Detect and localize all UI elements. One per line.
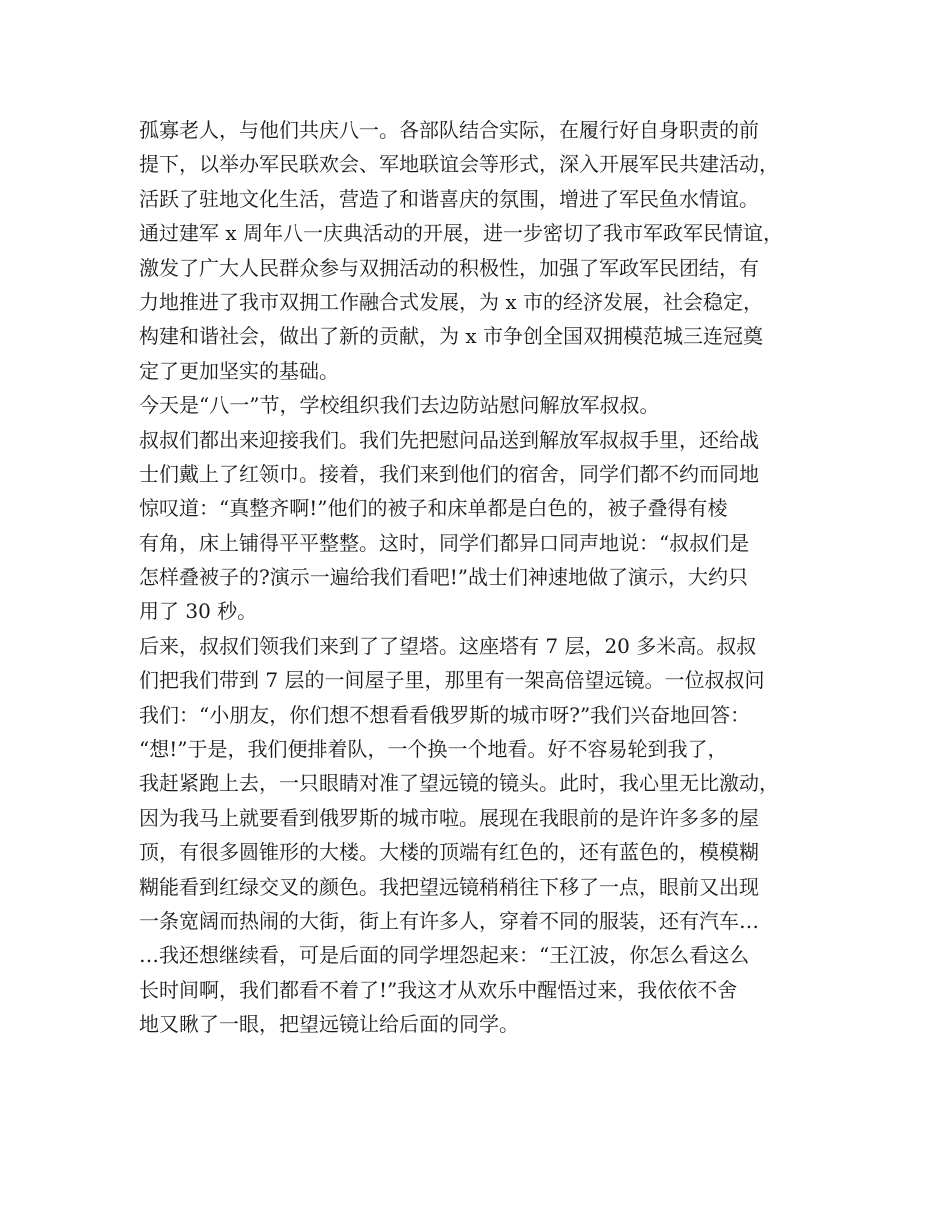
text-line: 力地推进了我市双拥工作融合式发展，为 x 市的经济发展，社会稳定，: [139, 289, 763, 314]
text-line: 构建和谐社会，做出了新的贡献，为 x 市争创全国双拥模范城三连冠奠: [139, 324, 763, 349]
text-line: 士们戴上了红领巾。接着，我们来到他们的宿舍，同学们都不约而同地: [139, 461, 759, 486]
text-line: “想!”于是，我们便排着队，一个换一个地看。好不容易轮到我了，: [139, 737, 728, 762]
text-line: 定了更加坚实的基础。: [139, 358, 339, 383]
text-line: 提下，以举办军民联欢会、军地联谊会等形式，深入开展军民共建活动，: [139, 152, 779, 177]
text-line: 通过建军 x 周年八一庆典活动的开展，进一步密切了我市军政军民情谊，: [139, 221, 783, 246]
text-line: 后来，叔叔们领我们来到了了望塔。这座塔有 7 层，20 多米高。叔叔: [139, 633, 757, 658]
text-line: 们把我们带到 7 层的一间屋子里，那里有一架高倍望远镜。一位叔叔问: [139, 668, 765, 693]
text-line: 惊叹道：“真整齐啊!”他们的被子和床单都是白色的，被子叠得有棱: [139, 496, 728, 521]
text-line: 地又瞅了一眼，把望远镜让给后面的同学。: [139, 1012, 519, 1037]
text-line: 孤寡老人，与他们共庆八一。各部队结合实际，在履行好自身职责的前: [139, 118, 759, 142]
text-line: 有角，床上铺得平平整整。这时，同学们都异口同声地说：“叔叔们是: [139, 530, 750, 555]
text-line: 一条宽阔而热闹的大街，街上有许多人，穿着不同的服装，还有汽车…: [139, 908, 759, 933]
text-line: 我赶紧跑上去，一只眼睛对准了望远镜的镜头。此时，我心里无比激动，: [139, 771, 779, 796]
text-line: 激发了广大人民群众参与双拥活动的积极性，加强了军政军民团结，有: [139, 255, 759, 280]
text-line: 长时间啊，我们都看不着了!”我这才从欢乐中醒悟过来，我依依不舍: [139, 977, 738, 1002]
document-text-body: [139, 113, 829, 1042]
text-line: 因为我马上就要看到俄罗斯的城市啦。展现在我眼前的是许许多多的屋: [139, 805, 759, 830]
text-line: 糊能看到红绿交叉的颜色。我把望远镜稍稍往下移了一点，眼前又出现: [139, 874, 759, 899]
text-line: …我还想继续看，可是后面的同学埋怨起来：“王江波，你怎么看这么: [139, 943, 750, 968]
text-line: 今天是“八一”节，学校组织我们去边防站慰问解放军叔叔。: [139, 393, 660, 418]
text-line: 顶，有很多圆锥形的大楼。大楼的顶端有红色的，还有蓝色的，模模糊: [139, 840, 759, 865]
text-line: 用了 30 秒。: [139, 599, 258, 624]
text-line: 我们：“小朋友，你们想不想看看俄罗斯的城市呀?”我们兴奋地回答：: [139, 702, 751, 727]
text-line: 活跃了驻地文化生活，营造了和谐喜庆的氛围，增进了军民鱼水情谊。: [139, 186, 759, 211]
text-line: 怎样叠被子的?演示一遍给我们看吧!”战士们神速地做了演示，大约只: [139, 565, 748, 590]
text-line: 叔叔们都出来迎接我们。我们先把慰问品送到解放军叔叔手里，还给战: [139, 427, 759, 452]
